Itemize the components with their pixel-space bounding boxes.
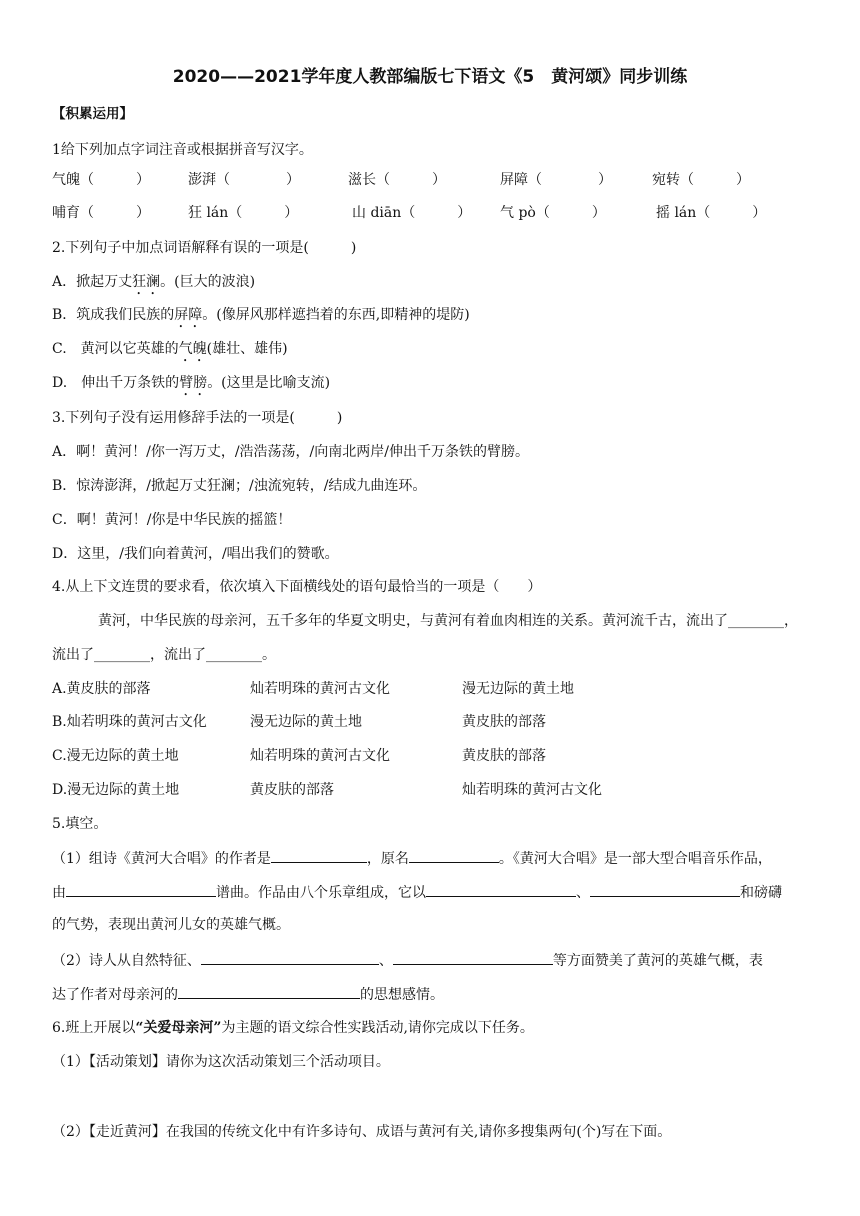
q3-option-a: A．啊！黄河！/你一泻万丈，/浩浩荡荡，/向南北两岸/伸出千万条铁的臂膀。 bbox=[52, 444, 529, 460]
q5-part1 bbox=[52, 848, 824, 869]
q1-item: 滋长（ ） bbox=[348, 172, 446, 188]
q4-option-a-3: 漫无边际的黄土地 bbox=[462, 681, 574, 697]
q5-text: 达了作者对母亲河的 bbox=[52, 987, 178, 1003]
q1-item: 哺育（ ） bbox=[52, 205, 150, 221]
q4-option-d-2: 黄皮肤的部落 bbox=[250, 782, 334, 798]
q2-option-b bbox=[52, 305, 824, 331]
q4-option-d: D.漫无边际的黄土地 bbox=[52, 782, 180, 798]
option-note: 。(巨大的波浪) bbox=[160, 274, 256, 290]
q4-option-c-3: 黄皮肤的部落 bbox=[462, 748, 546, 764]
q4-option-d-3: 灿若明珠的黄河古文化 bbox=[462, 782, 602, 798]
q4-option-b-2: 漫无边际的黄土地 bbox=[250, 714, 362, 730]
section-header: 【积累运用】 bbox=[52, 106, 133, 122]
q5-text: 等方面赞美了黄河的英雄气概，表 bbox=[552, 953, 763, 969]
dotted-word: 臂膀 bbox=[179, 375, 208, 391]
q5-text: （1）组诗《黄河大合唱》的作者是 bbox=[52, 851, 271, 867]
q4-paragraph: 黄河，中华民族的母亲河，五千多年的华夏文明史，与黄河有着血肉相连的关系。黄河流千古，流出了________， bbox=[98, 613, 798, 629]
dotted-word: 屏障 bbox=[174, 307, 203, 323]
q5-text: （2）诗人从自然特征、 bbox=[52, 953, 201, 969]
option-text: B．筑成我们民族的 bbox=[52, 307, 175, 323]
q5-part1-end: 的气势，表现出黄河儿女的英雄气概。 bbox=[52, 917, 290, 933]
q2-option-a bbox=[52, 272, 824, 298]
dotted-word: 气魄 bbox=[178, 341, 207, 357]
page-title: 2020——2021学年度人教部编版七下语文《5 黄河颂》同步训练 bbox=[172, 67, 688, 87]
q5-part2 bbox=[52, 950, 824, 971]
option-text: C. 黄河以它英雄的 bbox=[52, 341, 179, 357]
q4-option-c: C.漫无边际的黄土地 bbox=[52, 748, 179, 764]
q1-item: 气魄（ ） bbox=[52, 172, 150, 188]
q4-paragraph-cont: 流出了________，流出了________。 bbox=[52, 647, 276, 663]
q5-stem: 5.填空。 bbox=[52, 816, 108, 832]
q1-item: 狂 lán（ ） bbox=[188, 205, 299, 221]
answer-blank[interactable] bbox=[393, 950, 553, 965]
q1-stem: 1给下列加点字词注音或根据拼音写汉字。 bbox=[52, 142, 313, 158]
q5-text: 和磅礴 bbox=[740, 885, 782, 901]
q5-text: ，原名 bbox=[366, 851, 409, 867]
q5-text: 由 bbox=[52, 885, 66, 901]
answer-blank[interactable] bbox=[590, 882, 740, 897]
q4-option-a: A.黄皮肤的部落 bbox=[52, 681, 151, 697]
answer-blank[interactable] bbox=[409, 848, 499, 863]
q1-item: 宛转（ ） bbox=[652, 172, 750, 188]
q4-option-b: B.灿若明珠的黄河古文化 bbox=[52, 714, 207, 730]
q6-subtask-2: （2）【走近黄河】在我国的传统文化中有许多诗句、成语与黄河有关,请你多搜集两句(个)写在下面。 bbox=[52, 1124, 672, 1140]
q6-theme: “关爱母亲河” bbox=[135, 1020, 222, 1036]
q1-item: 摇 lán（ ） bbox=[656, 205, 767, 221]
q6-text: 为主题的语文综合性实践活动,请你完成以下任务。 bbox=[221, 1020, 534, 1036]
q3-option-d: D．这里，/我们向着黄河，/唱出我们的赞歌。 bbox=[52, 546, 339, 562]
q6-stem bbox=[52, 1018, 824, 1038]
q5-text: 。《黄河大合唱》是一部大型合唱音乐作品， bbox=[498, 851, 772, 867]
q4-option-c-2: 灿若明珠的黄河古文化 bbox=[250, 748, 390, 764]
q5-text: 谱曲。作品由八个乐章组成，它以 bbox=[216, 885, 426, 901]
q5-part2-cont bbox=[52, 984, 824, 1005]
q3-option-c: C．啊！黄河！/你是中华民族的摇篮！ bbox=[52, 512, 292, 528]
q2-option-c bbox=[52, 339, 824, 365]
q2-option-d bbox=[52, 373, 824, 399]
q1-item: 气 pò（ ） bbox=[500, 205, 606, 221]
answer-blank[interactable] bbox=[426, 882, 576, 897]
q5-text: 、 bbox=[576, 885, 590, 901]
q5-text: 的思想感情。 bbox=[360, 987, 444, 1003]
q6-subtask-1: （1）【活动策划】请你为这次活动策划三个活动项目。 bbox=[52, 1054, 390, 1070]
q4-stem: 4.从上下文连贯的要求看，依次填入下面横线处的语句最恰当的一项是（ ） bbox=[52, 579, 542, 595]
answer-blank[interactable] bbox=[271, 848, 367, 863]
q4-option-a-2: 灿若明珠的黄河古文化 bbox=[250, 681, 390, 697]
q4-option-b-3: 黄皮肤的部落 bbox=[462, 714, 546, 730]
dotted-word: 狂澜 bbox=[132, 274, 161, 290]
option-note: 。(像屏风那样遮挡着的东西,即精神的堤防) bbox=[202, 307, 470, 323]
q5-part1-cont bbox=[52, 882, 824, 903]
option-text: D. 伸出千万条铁的 bbox=[52, 375, 180, 391]
q1-item: 山 diān（ ） bbox=[352, 205, 472, 221]
q6-text: 6.班上开展以 bbox=[52, 1020, 136, 1036]
q2-stem: 2.下列句子中加点词语解释有误的一项是( ) bbox=[52, 240, 357, 256]
answer-blank[interactable] bbox=[178, 984, 360, 999]
q5-text: 、 bbox=[378, 953, 393, 969]
option-note: (雄壮、雄伟) bbox=[206, 341, 288, 357]
answer-blank[interactable] bbox=[66, 882, 216, 897]
answer-blank[interactable] bbox=[201, 950, 379, 965]
q1-item: 屏障（ ） bbox=[500, 172, 612, 188]
q3-option-b: B．惊涛澎湃，/掀起万丈狂澜；/浊流宛转，/结成九曲连环。 bbox=[52, 478, 427, 494]
q3-stem: 3.下列句子没有运用修辞手法的一项是( ) bbox=[52, 410, 343, 426]
option-note: 。(这里是比喻支流) bbox=[207, 375, 331, 391]
option-text: A．掀起万丈 bbox=[52, 274, 133, 290]
q1-item: 澎湃（ ） bbox=[188, 172, 300, 188]
